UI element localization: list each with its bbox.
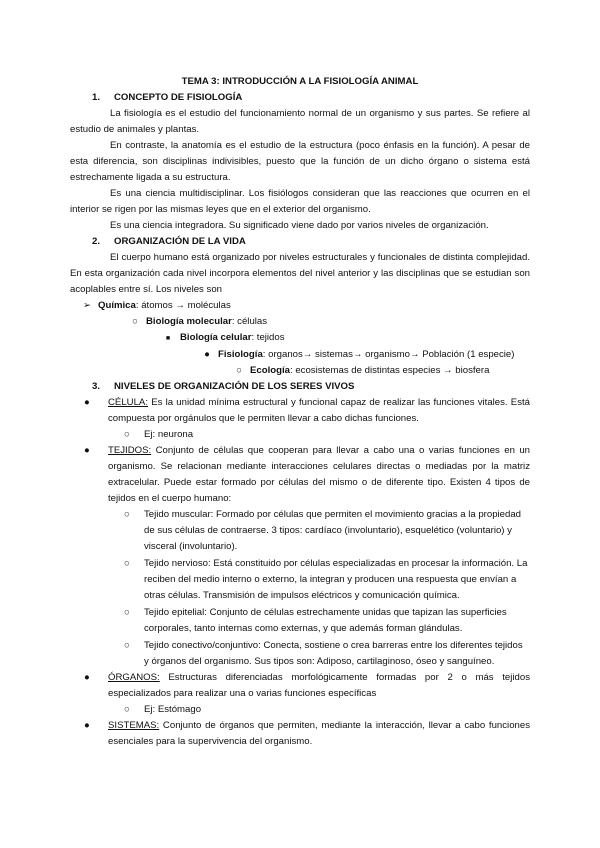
level-item xyxy=(196,347,530,363)
celula-item xyxy=(84,395,530,427)
tejido-type-item xyxy=(124,507,530,555)
circle-icon: ○ xyxy=(124,607,130,618)
tejido-type-text: Tejido epitelial: Conjunto de células estrechamente unidas que tapizan las superficies corporales, tanto internas como externas, y que además forman glándulas. xyxy=(144,607,507,634)
definition: Estructuras diferenciadas morfológicamente formadas por 2 o más tejidos especializados para realizar una o varias funciones específicas xyxy=(108,672,530,699)
circle-icon: ○ xyxy=(124,640,130,651)
level-item xyxy=(124,314,530,330)
section-title: NIVELES DE ORGANIZACIÓN DE LOS SERES VIVOS xyxy=(114,381,355,392)
tejido-type-item xyxy=(124,605,530,637)
square-marker-icon: ■ xyxy=(165,335,171,342)
section-3-heading xyxy=(70,379,530,395)
level-name: Biología molecular xyxy=(146,316,232,327)
bullet-icon: ● xyxy=(84,672,90,683)
bullet-icon: ● xyxy=(84,445,90,456)
circle-icon: ○ xyxy=(124,704,130,715)
circle-icon: ○ xyxy=(124,558,130,569)
tejido-type-text: Tejido conectivo/conjuntivo: Conecta, sostiene o crea barreras entre los diferentes tejidos y órganos del organismo. Sus tipos son: Adiposo, cartilaginoso, óseo y sanguíneo. xyxy=(144,640,523,667)
circle-marker-icon: ○ xyxy=(132,316,138,327)
level-desc: : organos→ sistemas→ organismo→ Población (1 especie) xyxy=(262,349,515,360)
paragraph: Es una ciencia integradora. Su significado viene dado por varios niveles de organización. xyxy=(110,220,489,231)
definition: Es la unidad mínima estructural y funcional capaz de realizar las funciones vitales. Está compuesta por orgánulos que le permiten llevar a cabo dichas funciones. xyxy=(108,397,530,424)
level-name: Química xyxy=(98,300,136,311)
example-item xyxy=(124,702,530,718)
level-name: Biología celular xyxy=(180,332,252,343)
bullet-icon: ● xyxy=(84,397,90,408)
tejido-type-text: Tejido muscular: Formado por células que permiten el movimiento gracias a la propiedad de sus células de contraerse. 3 tipos: cardíaco (involuntario), esquelético (voluntario) y visceral (involuntario). xyxy=(144,509,522,552)
level-desc: : células xyxy=(231,316,268,327)
tejido-type-text: Tejido nervioso: Está constituido por células especializadas en procesar la información. La reciben del medio interno o externo, la integran y producen una respuesta que envían a otras células. Transmisión de impulsos eléctricos y comunicación química. xyxy=(144,558,528,601)
paragraph: El cuerpo humano está organizado por niveles estructurales y funcionales de distinta complejidad. En esta organización cada nivel incorpora elementos del nivel anterior y las disciplinas que se estudian son acoplables entre sí. Los niveles son xyxy=(70,252,530,295)
circle-marker-icon: ○ xyxy=(236,365,242,376)
level-desc: : ecosistemas de distintas especies → biosfera xyxy=(289,365,490,376)
example-text: Ej: Estómago xyxy=(144,704,202,715)
bullet-marker-icon: ● xyxy=(204,349,210,360)
circle-icon: ○ xyxy=(124,429,130,440)
section-number: 1. xyxy=(92,92,101,103)
paragraph: Es una ciencia multidisciplinar. Los fisiólogos consideran que las reacciones que ocurren en el interior se rigen por las mismas leyes que en el exterior del organismo. xyxy=(70,188,530,215)
document-body xyxy=(70,90,530,750)
section-2-heading xyxy=(70,234,530,250)
term: CÉLULA: xyxy=(108,397,148,408)
level-item xyxy=(76,298,530,314)
paragraph: En contraste, la anatomía es el estudio de la estructura (poco énfasis en la función). A pesar de esta diferencia, son disciplinas indivisibles, puesto que la función de un dicho órgano o sistema está estrechamente ligada a su estructura. xyxy=(70,140,530,183)
section-title: CONCEPTO DE FISIOLOGÍA xyxy=(114,92,243,103)
paragraph: La fisiología es el estudio del funcionamiento normal de un organismo y sus partes. Se refiere al estudio de animales y plantas. xyxy=(70,108,530,135)
arrow-marker-icon: ➢ xyxy=(82,300,92,311)
example-text: Ej: neurona xyxy=(144,429,194,440)
bullet-icon: ● xyxy=(84,720,90,731)
level-name: Fisiología xyxy=(218,349,263,360)
term: TEJIDOS: xyxy=(108,445,152,456)
definition: Conjunto de órganos que permiten, mediante la interacción, llevar a cabo funciones esenciales para la supervivencia del organismo. xyxy=(108,720,530,747)
level-item xyxy=(156,330,530,347)
organos-item xyxy=(84,670,530,702)
tejido-type-item xyxy=(124,638,530,670)
level-name: Ecología xyxy=(250,365,290,376)
definition: Conjunto de células que cooperan para llevar a cabo una o varias funciones en un organismo. Se relacionan mediante interacciones celulares directas o mediadas por la matriz extracelular. Puede estar formado por células del mismo o de diferente tipo. Existen 4 tipos de tejidos en el cuerpo humano: xyxy=(108,445,530,504)
section-number: 3. xyxy=(92,381,101,392)
term: SISTEMAS: xyxy=(108,720,160,731)
level-item xyxy=(228,363,530,379)
tejidos-item xyxy=(84,443,530,507)
term: ÓRGANOS: xyxy=(108,672,160,683)
section-1-heading xyxy=(70,90,530,106)
section-title: ORGANIZACIÓN DE LA VIDA xyxy=(114,236,246,247)
example-item xyxy=(124,427,530,443)
level-desc: : átomos → moléculas xyxy=(135,300,231,311)
document-title: TEMA 3: INTRODUCCIÓN A LA FISIOLOGÍA ANIMAL xyxy=(181,76,419,87)
circle-icon: ○ xyxy=(124,509,130,520)
section-number: 2. xyxy=(92,236,101,247)
level-desc: : tejidos xyxy=(251,332,285,343)
sistemas-item xyxy=(84,718,530,750)
tejido-type-item xyxy=(124,556,530,604)
